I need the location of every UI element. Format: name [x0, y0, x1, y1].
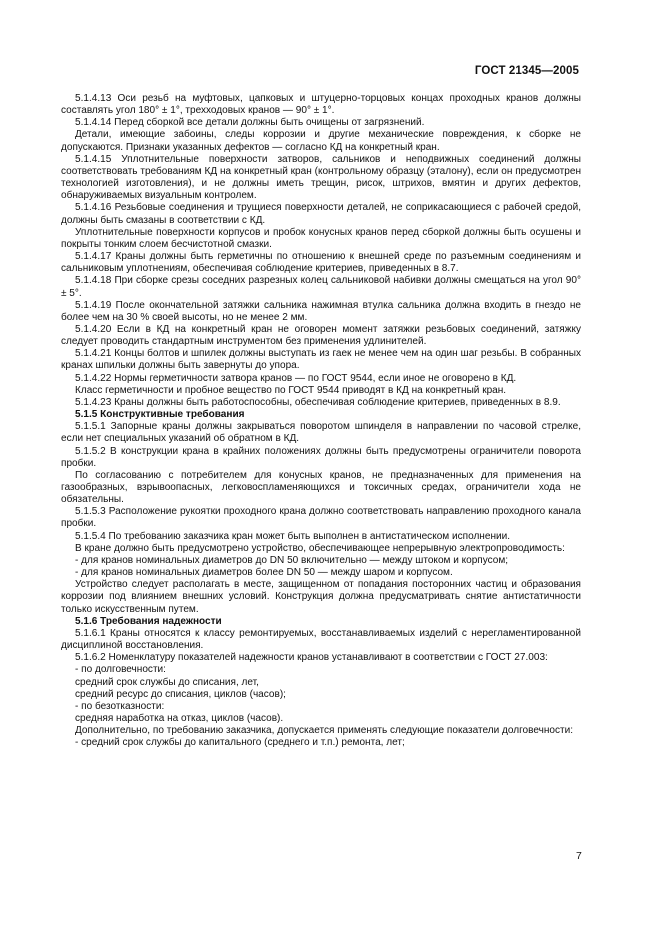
- paragraph: - средний срок службы до капитального (среднего и т.п.) ремонта, лет;: [75, 737, 405, 749]
- paragraph: 5.1.4.14 Перед сборкой все детали должны быть очищены от загрязнений.: [75, 117, 425, 129]
- paragraph: Уплотнительные поверхности корпусов и пробок конусных кранов перед сборкой должны быть осушены и покрыты тонким слоем бесчистотной смазки.: [61, 226, 581, 250]
- paragraph: 5.1.4.18 При сборке срезы соседних разрезных колец сальниковой набивки должны смещаться на угол 90° ± 5°.: [61, 275, 581, 299]
- document-code: ГОСТ 21345—2005: [474, 65, 579, 77]
- paragraph: средняя наработка на отказ, циклов (часов).: [75, 712, 284, 724]
- paragraph: 5.1.4.17 Краны должны быть герметичны по отношению к внешней среде по разъемным соединениям и сальниковым уплотнениям, обеспечивая соблюдение критериев, приведенных в 8.7.: [61, 251, 581, 275]
- paragraph: 5.1.4.19 После окончательной затяжки сальника нажимная втулка сальника должна входить в гнездо не более чем на 30 % своей высоты, но не менее 2 мм.: [61, 299, 581, 323]
- paragraph: 5.1.4.21 Концы болтов и шпилек должны выступать из гаек не менее чем на один шаг резьбы. В собранных кранах шпильки должны быть завернуты до упора.: [61, 348, 581, 372]
- paragraph: 5.1.6.2 Номенклатуру показателей надежности кранов устанавливают в соответствии с ГОСТ 27.003:: [75, 652, 548, 664]
- paragraph: 5.1.6.1 Краны относятся к классу ремонтируемых, восстанавливаемых изделий с нерегламентированной дисциплиной восстановления.: [61, 627, 581, 652]
- paragraph: 5.1.4.16 Резьбовые соединения и трущиеся поверхности деталей, не соприкасающиеся с рабочей средой, должны быть смазаны в соответствии с КД.: [61, 202, 581, 226]
- paragraph: - по долговечности:: [75, 664, 166, 676]
- paragraph: 5.1.5.2 В конструкции крана в крайних положениях должны быть предусмотрены ограничители поворота пробки.: [61, 445, 581, 469]
- paragraph: 5.1.4.20 Если в КД на конкретный кран не оговорен момент затяжки резьбовых соединений, затяжку следует проводить стандартным инструментом без применения удлинителей.: [61, 323, 581, 348]
- section-heading: 5.1.5 Конструктивные требования: [75, 409, 245, 421]
- paragraph: 5.1.4.23 Краны должны быть работоспособны, обеспечивая соблюдение критериев, приведенных в 8.9.: [75, 396, 561, 408]
- paragraph: 5.1.5.3 Расположение рукоятки проходного крана должно соответствовать направлению проходного канала пробки.: [61, 506, 581, 530]
- paragraph: По согласованию с потребителем для конусных кранов, не предназначенных для применения на газообразных, взрывоопасных, легковоспламеняющихся и токсичных средах, ограничители хода не обязательны.: [61, 469, 581, 506]
- paragraph: - по безотказности:: [75, 700, 165, 712]
- page-body: [61, 93, 581, 749]
- paragraph: 5.1.5.1 Запорные краны должны закрываться поворотом шпинделя в направлении по часовой стрелке, если нет специальных указаний об обратном в КД.: [61, 421, 581, 445]
- paragraph: Устройство следует располагать в месте, защищенном от попадания посторонних частиц и образования коррозии под влиянием внешних условий. Конструкция должна предусматривать снятие антистатичности только искусственным путем.: [61, 579, 581, 615]
- page-number: 7: [576, 850, 582, 862]
- paragraph: 5.1.4.15 Уплотнительные поверхности затворов, сальников и неподвижных соединений должны соответствовать требованиям КД на конкретный кран (контрольному образцу (эталону), если он предусмотрен технологией изготовления), и не должны иметь трещин, рисок, штрихов, вмятин и других дефектов, обнаруживаемых визуальным контролем.: [61, 153, 581, 202]
- paragraph: 5.1.5.4 По требованию заказчика кран может быть выполнен в антистатическом исполнении.: [75, 530, 511, 542]
- paragraph: - для кранов номинальных диаметров до DN 50 включительно — между штоком и корпусом;: [75, 554, 509, 566]
- paragraph: - для кранов номинальных диаметров более DN 50 — между шаром и корпусом.: [75, 567, 453, 579]
- paragraph: Дополнительно, по требованию заказчика, допускается применять следующие показатели долговечности:: [75, 725, 574, 737]
- section-heading: 5.1.6 Требования надежности: [75, 615, 222, 627]
- paragraph: 5.1.4.13 Оси резьб на муфтовых, цапковых и штуцерно-торцовых концах проходных кранов должны составлять угол 180° ± 1°, трехходовых кранов — 90° ± 1°.: [61, 93, 581, 117]
- paragraph: В кране должно быть предусмотрено устройство, обеспечивающее непрерывную электропроводимость:: [75, 542, 565, 554]
- paragraph: средний срок службы до списания, лет,: [75, 676, 259, 688]
- paragraph: 5.1.4.22 Нормы герметичности затвора кранов — по ГОСТ 9544, если иное не оговорено в КД.: [75, 372, 517, 384]
- paragraph: Детали, имеющие забоины, следы коррозии и другие механические повреждения, к сборке не допускаются. Признаки указанных дефектов — согласно КД на конкретный кран.: [61, 129, 581, 153]
- paragraph: средний ресурс до списания, циклов (часов);: [75, 688, 286, 700]
- paragraph: Класс герметичности и пробное вещество по ГОСТ 9544 приводят в КД на конкретный кран.: [75, 384, 507, 396]
